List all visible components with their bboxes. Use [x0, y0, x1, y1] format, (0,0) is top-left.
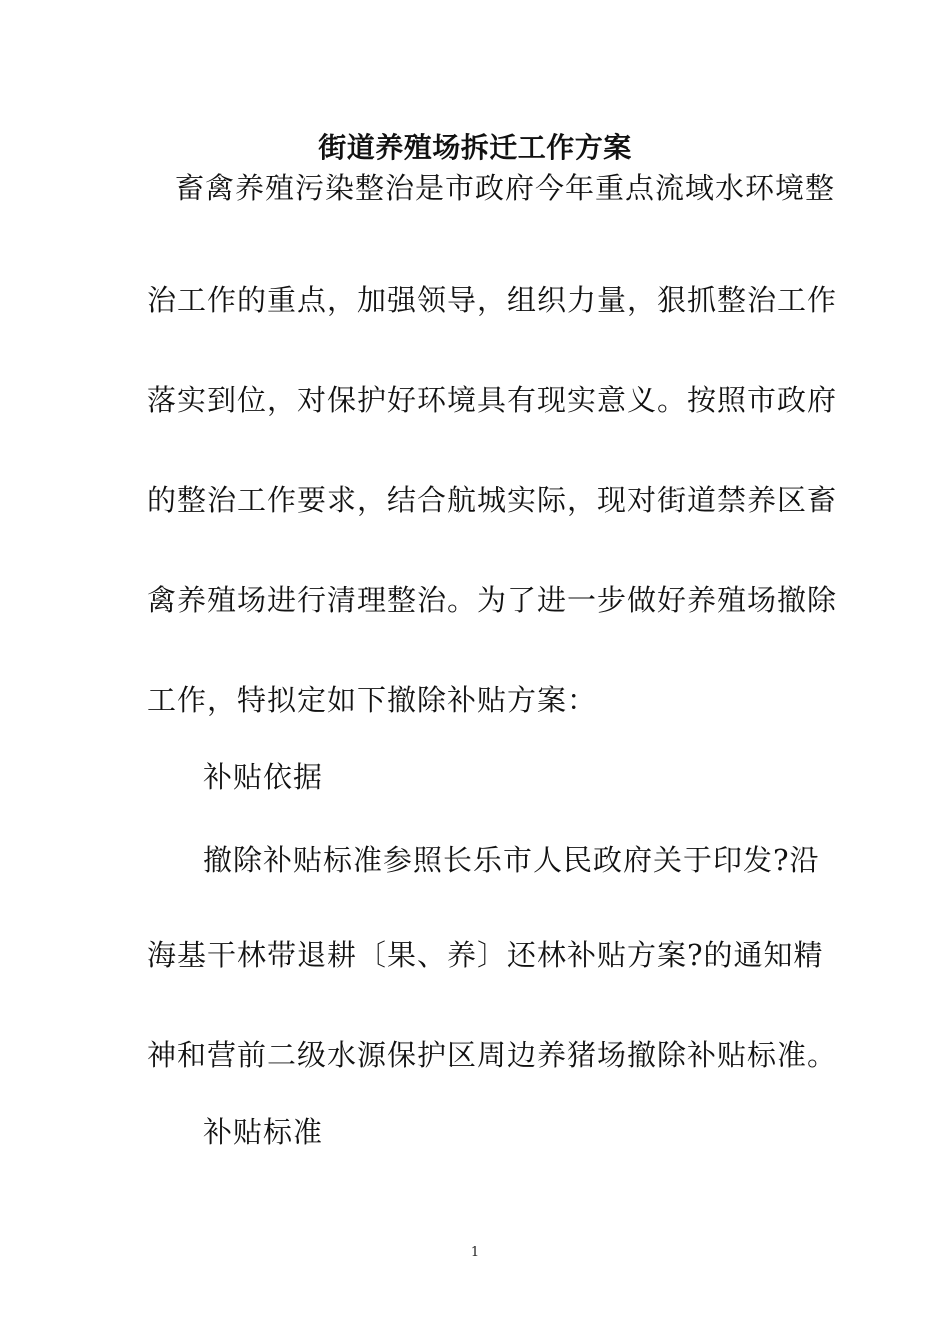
paragraph2-line-2: 海基干林带退耕〔果、养〕还林补贴方案?的通知精 [147, 938, 824, 972]
paragraph1-line-1: 畜禽养殖污染整治是市政府今年重点流域水环境整 [175, 171, 836, 205]
paragraph1-line-5: 禽养殖场进行清理整治。为了进一步做好养殖场撤除 [147, 583, 838, 617]
paragraph1-line-2: 治工作的重点，加强领导，组织力量，狠抓整治工作 [147, 283, 838, 317]
document-title: 街道养殖场拆迁工作方案 [318, 131, 632, 164]
paragraph1-line-4: 的整治工作要求，结合航城实际，现对街道禁养区畜 [147, 483, 838, 517]
paragraph1-line-3: 落实到位，对保护好环境具有现实意义。按照市政府 [147, 383, 838, 417]
page-number: 1 [470, 1245, 480, 1260]
paragraph1-line-6: 工作，特拟定如下撤除补贴方案： [147, 683, 598, 717]
section-heading-basis: 补贴依据 [203, 760, 324, 794]
paragraph2-line-3: 神和营前二级水源保护区周边养猪场撤除补贴标准。 [147, 1038, 838, 1072]
section-heading-standard: 补贴标准 [203, 1115, 324, 1149]
paragraph2-line-1: 撤除补贴标准参照长乐市人民政府关于印发?沿 [203, 843, 820, 877]
